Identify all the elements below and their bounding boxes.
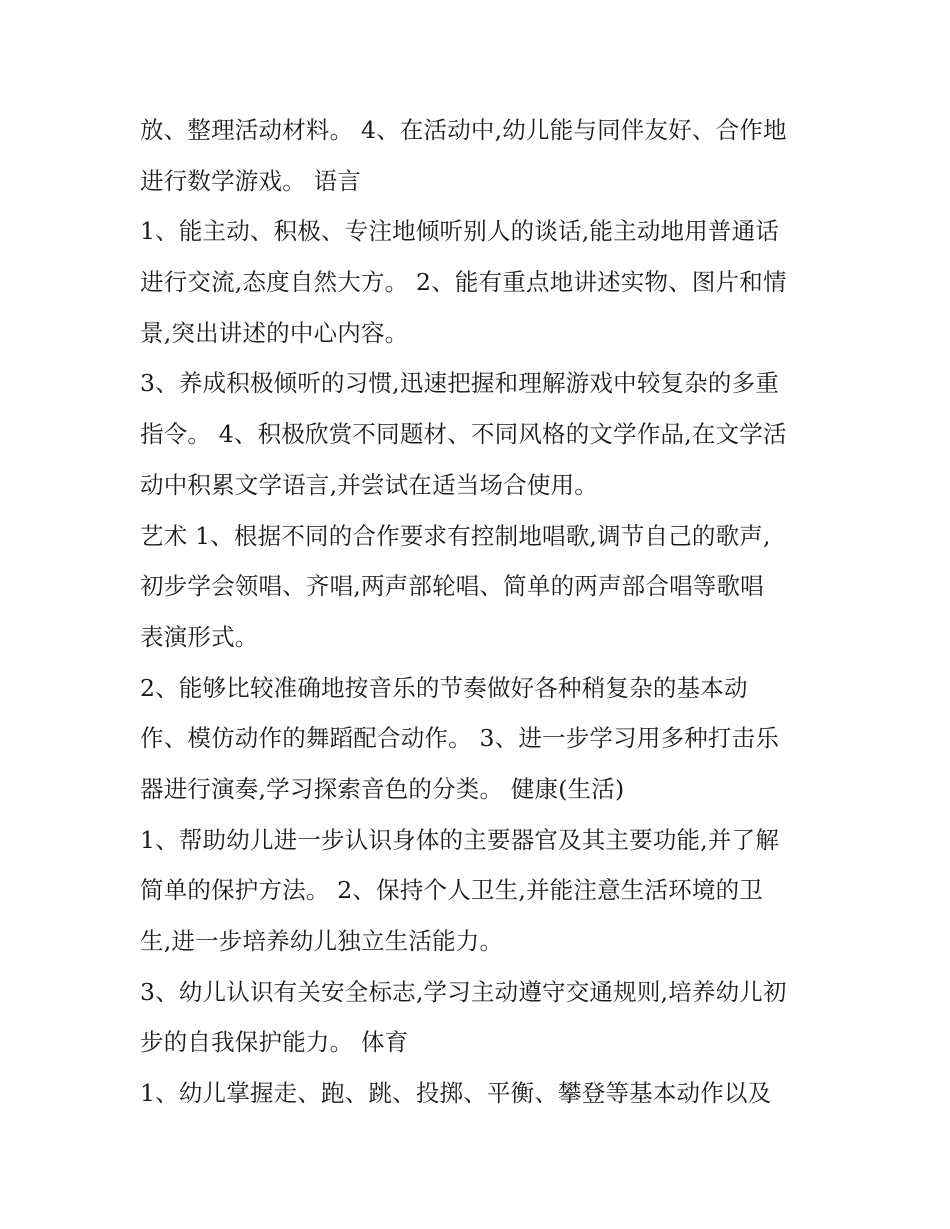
text-line: 步的自我保护能力。 体育: [140, 1028, 409, 1057]
text-line: 景,突出讲述的中心内容。: [140, 318, 409, 347]
text-line: 动中积累文学语言,并尝试在适当场合使用。: [140, 470, 598, 499]
text-line: 器进行演奏,学习探索音色的分类。 健康(生活): [140, 774, 625, 803]
text-line: 艺术 1、根据不同的合作要求有控制地唱歌,调节自己的歌声,: [140, 521, 771, 550]
text-line: 生,进一步培养幼儿独立生活能力。: [140, 927, 504, 955]
text-line: 1、幼儿掌握走、跑、跳、投掷、平衡、攀登等基本动作以及: [140, 1079, 772, 1108]
text-line: 进行交流,态度自然大方。 2、能有重点地讲述实物、图片和情: [140, 268, 787, 297]
text-line: 1、帮助幼儿进一步认识身体的主要器官及其主要功能,并了解: [140, 825, 780, 854]
text-line: 初步学会领唱、齐唱,两声部轮唱、简单的两声部合唱等歌唱: [140, 572, 764, 601]
text-line: 表演形式。: [140, 622, 259, 651]
text-line: 进行数学游戏。 语言: [140, 166, 361, 195]
text-line: 2、能够比较准确地按音乐的节奏做好各种稍复杂的基本动: [140, 673, 748, 702]
text-line: 作、模仿动作的舞蹈配合动作。 3、进一步学习用多种打击乐: [140, 724, 780, 753]
text-line: 3、幼儿认识有关安全标志,学习主动遵守交通规则,培养幼儿初: [140, 977, 787, 1006]
text-line: 指令。 4、积极欣赏不同题材、不同风格的文学作品,在文学活: [140, 420, 787, 449]
text-line: 放、整理活动材料。 4、在活动中,幼儿能与同伴友好、合作地: [140, 116, 787, 144]
text-line: 1、能主动、积极、专注地倾听别人的谈话,能主动地用普通话: [140, 217, 780, 246]
document-page: [140, 110, 820, 1124]
text-line: 3、养成积极倾听的习惯,迅速把握和理解游戏中较复杂的多重: [140, 369, 780, 398]
text-line: 简单的保护方法。 2、保持个人卫生,并能注意生活环境的卫: [140, 876, 763, 905]
